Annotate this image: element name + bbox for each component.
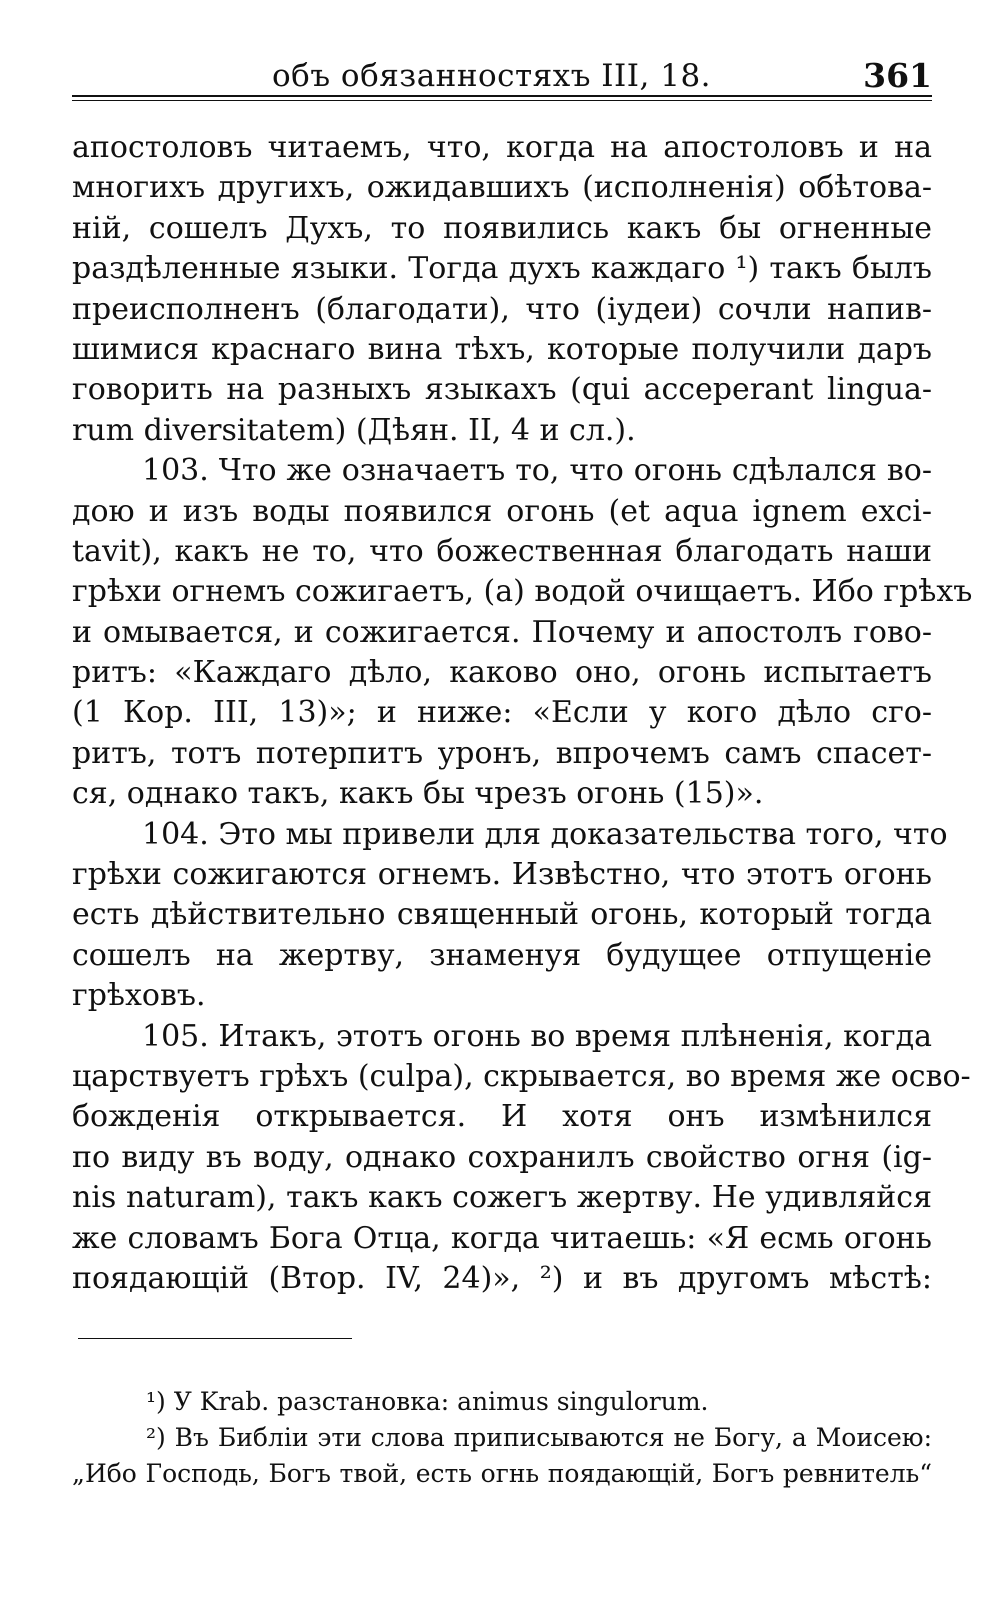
text-line: поядающій (Втор. IV, 24)», ²) и въ другомъ мѣстѣ: bbox=[72, 1260, 932, 1296]
header-rule bbox=[72, 95, 932, 97]
footnote-1: ¹) У Krab. разстановка: animus singulorum. bbox=[146, 1387, 709, 1416]
text-line: есть дѣйствительно священный огонь, который тогда bbox=[72, 897, 932, 933]
paragraph-105-start: 105. Итакъ, этотъ огонь во время плѣненія, когда bbox=[142, 1018, 932, 1054]
footnotes bbox=[72, 1384, 932, 1492]
paragraph-103-start: 103. Что же означаетъ то, что огонь сдѣлался во- bbox=[142, 453, 932, 489]
text-line: шимися краснаго вина тѣхъ, которые получили даръ bbox=[72, 331, 932, 367]
text-line: ритъ, тотъ потерпитъ уронъ, впрочемъ самъ спасет- bbox=[72, 735, 932, 771]
text-line: сошелъ на жертву, знаменуя будущее отпущеніе bbox=[72, 937, 932, 973]
body-text bbox=[72, 128, 973, 1299]
text-line: говорить на разныхъ языкахъ (qui acceperant lingua- bbox=[72, 372, 932, 408]
text-line: tavit), какъ не то, что божественная благодать наши bbox=[72, 533, 932, 569]
text-line: и омывается, и сожигается. Почему и апостолъ гово- bbox=[72, 614, 932, 650]
text-line: раздѣленные языки. Тогда духъ каждаго ¹) такъ былъ bbox=[72, 251, 932, 287]
footnote-2-continuation: „Ибо Господь, Богъ твой, есть огнь поядающій, Богъ ревнитель“ bbox=[72, 1459, 932, 1488]
text-line: же словамъ Бога Отца, когда читаешь: «Я есмь огонь bbox=[72, 1220, 932, 1256]
text-line: апостоловъ читаемъ, что, когда на апостоловъ и на bbox=[72, 130, 932, 165]
running-header bbox=[72, 52, 932, 94]
footnote-2: ²) Въ Библіи эти слова приписываются не Богу, а Моисею: bbox=[146, 1423, 932, 1452]
text-line: ритъ: «Каждаго дѣло, каково оно, огонь испытаетъ bbox=[72, 655, 932, 691]
text-line: ній, сошелъ Духъ, то появились какъ бы огненные bbox=[72, 210, 932, 246]
text-line: преисполненъ (благодати), что (іудеи) сочли напив- bbox=[72, 291, 932, 327]
text-line: по виду въ воду, однако сохранилъ свойство огня (ig- bbox=[72, 1139, 932, 1175]
text-line: дою и изъ воды появился огонь (et aqua ignem exci- bbox=[72, 493, 932, 529]
header-rule-thin bbox=[72, 100, 932, 101]
text-line: царствуетъ грѣхъ (culpa), скрывается, во время же осво- bbox=[72, 1058, 971, 1094]
text-line: грѣхи сожигаются огнемъ. Извѣстно, что этотъ огонь bbox=[72, 857, 932, 893]
page-number: 361 bbox=[863, 56, 932, 95]
text-line: многихъ другихъ, ожидавшихъ (исполненія) обѣтова- bbox=[72, 170, 932, 206]
running-title: объ обязанностяхъ III, 18. bbox=[272, 58, 712, 94]
text-line: божденія открывается. И хотя онъ измѣнился bbox=[72, 1099, 932, 1135]
footnote-rule bbox=[78, 1338, 352, 1339]
text-line: грѣхи огнемъ сожигаетъ, (а) водой очищаетъ. Ибо грѣхъ bbox=[72, 574, 973, 610]
text-line: ся, однако такъ, какъ бы чрезъ огонь (15)». bbox=[72, 776, 764, 812]
text-line: rum diversitatem) (Дѣян. II, 4 и сл.). bbox=[72, 412, 636, 448]
text-line: грѣховъ. bbox=[72, 978, 206, 1014]
paragraph-104-start: 104. Это мы привели для доказательства того, что bbox=[142, 816, 948, 852]
text-line: nis naturam), такъ какъ сожегъ жертву. Не удивляйся bbox=[72, 1180, 932, 1216]
text-line: (1 Кор. III, 13)»; и ниже: «Если у кого дѣло сго- bbox=[72, 695, 932, 731]
